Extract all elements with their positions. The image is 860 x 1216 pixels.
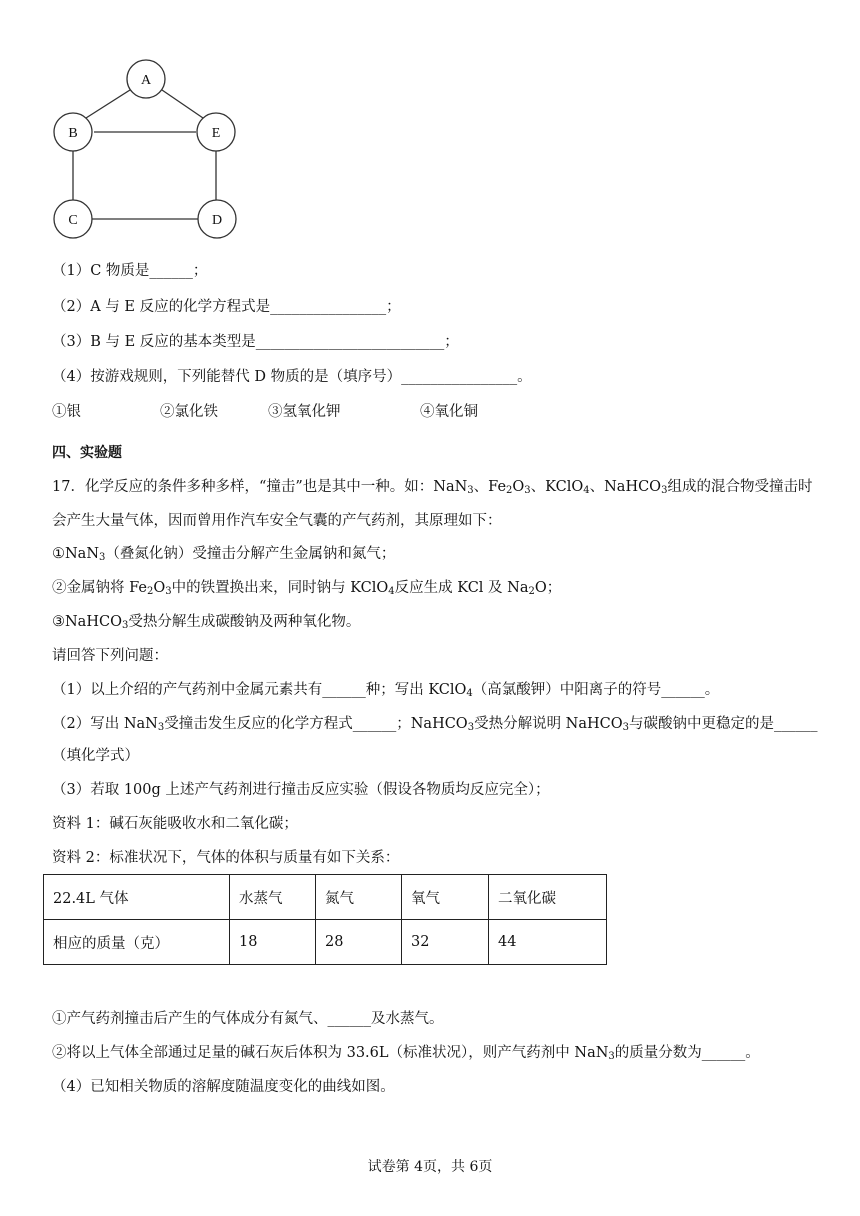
q17-ask: 请回答下列问题： xyxy=(52,648,168,664)
reaction-diagram xyxy=(48,58,248,244)
q17-step3: ③NaHCO$_3$受热分解生成碳酸钠及两种氧化物。 xyxy=(52,614,361,631)
table-header-row xyxy=(44,875,607,920)
table-cell: 18 xyxy=(230,920,316,965)
q16-part2: （2）A 与 E 反应的化学方程式是________________； xyxy=(52,299,401,315)
table-cell: 28 xyxy=(316,920,402,965)
q17-step2: ②金属钠将 $Fe_2O_3$中的铁置换出来，同时钠与 KClO$_4$反应生成 KCl 及 $Na_2O$； xyxy=(52,580,562,597)
q17-step1: ①NaN$_3$（叠氮化钠）受撞击分解产生金属钠和氮气； xyxy=(52,546,396,563)
table-cell: 氧气 xyxy=(402,875,489,920)
table-cell: 氮气 xyxy=(316,875,402,920)
node-a-label: A xyxy=(140,73,152,88)
q17-part2: （2）写出 NaN$_3$受撞击发生反应的化学方程式______；NaHCO$_3$受热分解说明 NaHCO$_3$与碳酸钠中更稳定的是______ xyxy=(52,716,818,733)
q17-sub1: ①产气药剂撞击后产生的气体成分有氮气、______及水蒸气。 xyxy=(52,1011,444,1027)
gas-mass-table xyxy=(43,874,607,965)
section-title: 四、实验题 xyxy=(52,445,122,461)
table-cell: 22.4L 气体 xyxy=(44,875,230,920)
q16-part3: （3）B 与 E 反应的基本类型是__________________________； xyxy=(52,334,459,350)
option-4: ④氧化铜 xyxy=(420,404,478,420)
node-e-label: E xyxy=(211,126,221,141)
table-cell: 相应的质量（克） xyxy=(44,920,230,965)
q17-part4: （4）已知相关物质的溶解度随温度变化的曲线如图。 xyxy=(52,1079,395,1095)
table-cell: 水蒸气 xyxy=(230,875,316,920)
table-cell: 二氧化碳 xyxy=(489,875,607,920)
q17-part3: （3）若取 100g 上述产气药剂进行撞击反应实验（假设各物质均反应完全）； xyxy=(52,782,550,798)
node-b-label: B xyxy=(68,126,78,141)
q17-part1: （1）以上介绍的产气药剂中金属元素共有______种；写出 KClO$_4$（高氯酸钾）中阳离子的符号______。 xyxy=(52,682,720,699)
edge-a-b xyxy=(86,90,130,118)
node-c-label: C xyxy=(68,213,78,228)
q16-part4: （4）按游戏规则，下列能替代 D 物质的是（填序号）________________。 xyxy=(52,369,532,385)
option-3: ③氢氧化钾 xyxy=(268,404,341,420)
table-row xyxy=(44,920,607,965)
page-footer: 试卷第 4页，共 6页 xyxy=(367,1159,493,1175)
q16-part1: （1）C 物质是______； xyxy=(52,263,208,279)
edge-a-e xyxy=(162,90,203,118)
option-1: ①银 xyxy=(52,404,81,420)
table-cell: 32 xyxy=(402,920,489,965)
q17-sub2: ②将以上气体全部通过足量的碱石灰后体积为 33.6L（标准状况），则产气药剂中 NaN$_3$的质量分数为______。 xyxy=(52,1045,760,1062)
q17-ref2: 资料 2：标准状况下，气体的体积与质量有如下关系： xyxy=(52,850,400,866)
q17-part2-cont: （填化学式） xyxy=(52,748,139,764)
node-d-label: D xyxy=(211,213,223,228)
q17-intro-line1: 17．化学反应的条件多种多样，“撞击”也是其中一种。如：NaN$_3$、$Fe_2O_3$、KClO$_4$、NaHCO$_3$组成的混合物受撞击时 xyxy=(52,479,813,496)
table-cell: 44 xyxy=(489,920,607,965)
q17-intro-line2: 会产生大量气体，因而曾用作汽车安全气囊的产气药剂，其原理如下： xyxy=(52,513,502,529)
option-2: ②氯化铁 xyxy=(160,404,218,420)
q17-ref1: 资料 1：碱石灰能吸收水和二氧化碳； xyxy=(52,816,298,832)
